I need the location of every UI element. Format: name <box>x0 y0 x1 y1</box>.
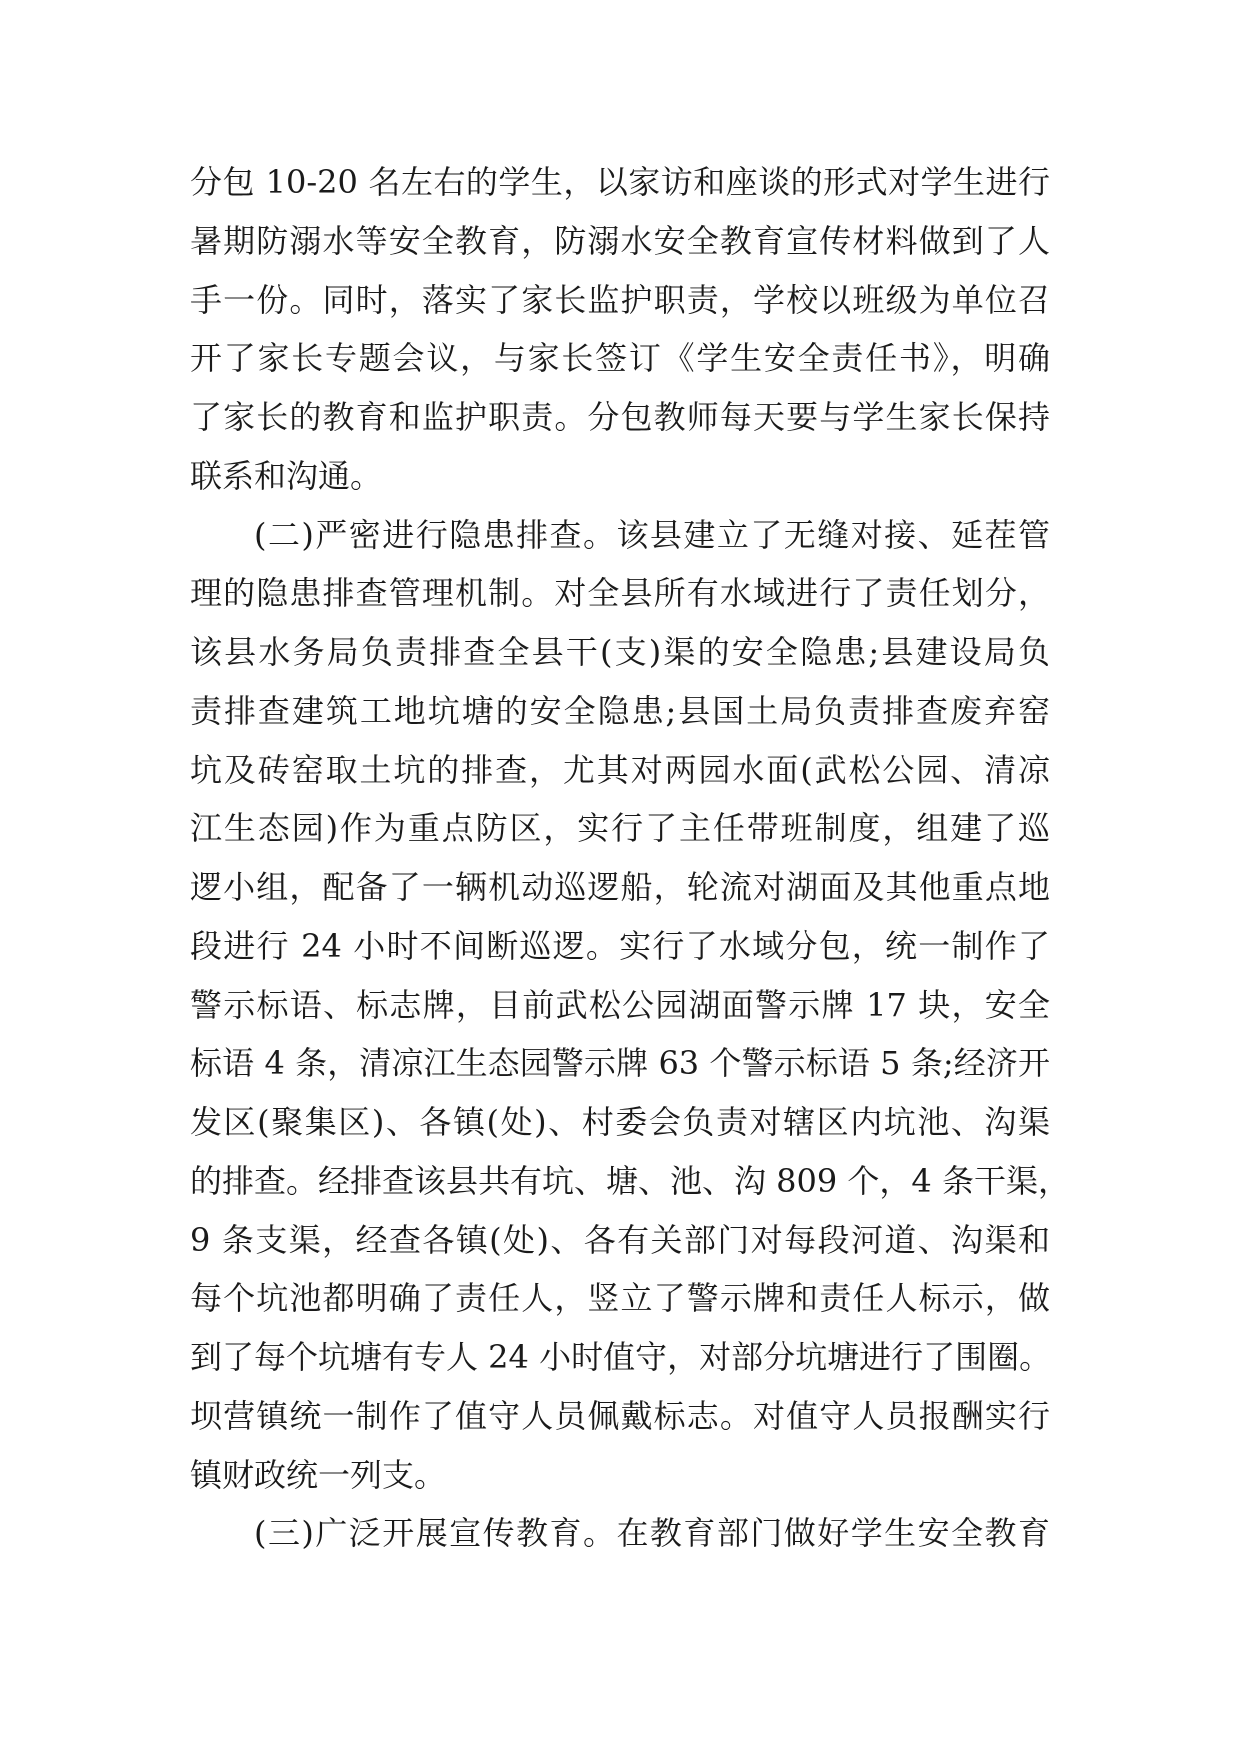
text-line: 责排查建筑工地坑塘的安全隐患;县国土局负责排查废弃窑 <box>190 691 1050 730</box>
text-line: 标语 4 条，清凉江生态园警示牌 63 个警示标语 5 条;经济开 <box>190 1044 1050 1083</box>
body-text <box>190 153 1070 1563</box>
text-line: 暑期防溺水等安全教育，防溺水安全教育宣传材料做到了人 <box>190 221 1050 260</box>
text-line: (二)严密进行隐患排查。该县建立了无缝对接、延茬管 <box>254 515 1050 554</box>
text-line: 手一份。同时，落实了家长监护职责，学校以班级为单位召 <box>190 280 1050 319</box>
text-line: 段进行 24 小时不间断巡逻。实行了水域分包，统一制作了 <box>190 926 1050 965</box>
text-line: 了家长的教育和监护职责。分包教师每天要与学生家长保持 <box>190 398 1050 436</box>
text-line: (三)广泛开展宣传教育。在教育部门做好学生安全教育 <box>254 1514 1050 1553</box>
text-line: 坑及砖窑取土坑的排查，尤其对两园水面(武松公园、清凉 <box>190 750 1050 789</box>
text-line: 警示标语、标志牌，目前武松公园湖面警示牌 17 块，安全 <box>190 985 1050 1024</box>
text-line: 到了每个坑塘有专人 24 小时值守，对部分坑塘进行了围圈。 <box>190 1338 1052 1376</box>
text-line: 发区(聚集区)、各镇(处)、村委会负责对辖区内坑池、沟渠 <box>190 1103 1050 1141</box>
text-line: 的排查。经排查该县共有坑、塘、池、沟 809 个，4 条干渠， <box>190 1161 1070 1200</box>
text-line: 9 条支渠，经查各镇(处)、各有关部门对每段河道、沟渠和 <box>190 1220 1050 1259</box>
text-line: 逻小组，配备了一辆机动巡逻船，轮流对湖面及其他重点地 <box>190 868 1050 906</box>
text-line: 联系和沟通。 <box>190 456 383 495</box>
text-line: 理的隐患排查管理机制。对全县所有水域进行了责任划分， <box>190 574 1050 613</box>
text-line: 坝营镇统一制作了值守人员佩戴标志。对值守人员报酬实行 <box>190 1396 1050 1435</box>
text-line: 江生态园)作为重点防区，实行了主任带班制度，组建了巡 <box>190 809 1050 848</box>
text-line: 该县水务局负责排查全县干(支)渠的安全隐患;县建设局负 <box>190 633 1050 671</box>
text-line: 每个坑池都明确了责任人，竖立了警示牌和责任人标示，做 <box>190 1279 1050 1318</box>
text-line: 开了家长专题会议，与家长签订《学生安全责任书》，明确 <box>190 339 1050 378</box>
text-line: 镇财政统一列支。 <box>190 1455 447 1494</box>
text-line: 分包 10-20 名左右的学生，以家访和座谈的形式对学生进行 <box>190 163 1050 201</box>
